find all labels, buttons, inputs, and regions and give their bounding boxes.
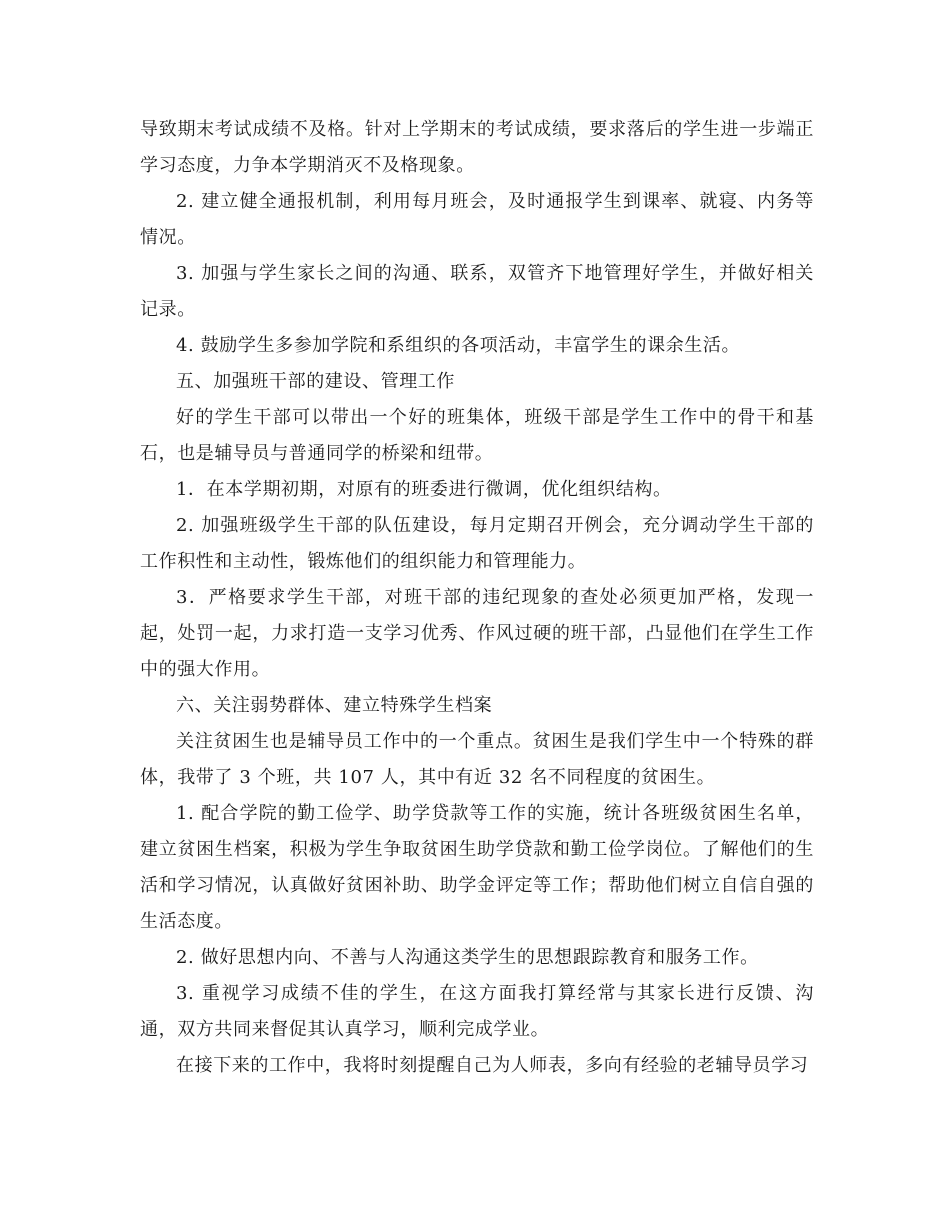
list-item-paragraph: 2. 加强班级学生干部的队伍建设，每月定期召开例会，充分调动学生干部的工作积性和主动性，锻炼他们的组织能力和管理能力。 bbox=[140, 515, 814, 572]
list-item-paragraph: 2. 做好思想内向、不善与人沟通这类学生的思想跟踪教育和服务工作。 bbox=[176, 947, 759, 968]
paragraph: 好的学生干部可以带出一个好的班集体，班级干部是学生工作中的骨干和基石，也是辅导员与普通同学的桥梁和纽带。 bbox=[140, 407, 814, 464]
list-item-paragraph: 2. 建立健全通报机制，利用每月班会，及时通报学生到课率、就寝、内务等情况。 bbox=[140, 191, 814, 248]
section-heading: 六、关注弱势群体、建立特殊学生档案 bbox=[176, 695, 493, 716]
list-item-paragraph: 1．在本学期初期，对原有的班委进行微调，优化组织结构。 bbox=[176, 479, 672, 500]
list-item-paragraph: 4. 鼓励学生多参加学院和系组织的各项活动，丰富学生的课余生活。 bbox=[176, 335, 741, 356]
paragraph: 在接下来的工作中，我将时刻提醒自己为人师表，多向有经验的老辅导员学习 bbox=[176, 1055, 809, 1076]
document-body bbox=[140, 112, 814, 1084]
section-heading: 五、加强班干部的建设、管理工作 bbox=[176, 371, 455, 392]
paragraph: 导致期末考试成绩不及格。针对上学期末的考试成绩，要求落后的学生进一步端正学习态度，力争本学期消灭不及格现象。 bbox=[140, 119, 814, 176]
list-item-paragraph: 3. 加强与学生家长之间的沟通、联系，双管齐下地管理好学生，并做好相关记录。 bbox=[140, 263, 814, 320]
list-item-paragraph: 3. 重视学习成绩不佳的学生，在这方面我打算经常与其家长进行反馈、沟通，双方共同来督促其认真学习，顺利完成学业。 bbox=[140, 983, 814, 1040]
paragraph: 关注贫困生也是辅导员工作中的一个重点。贫困生是我们学生中一个特殊的群体，我带了 3 个班，共 107 人，其中有近 32 名不同程度的贫困生。 bbox=[140, 731, 814, 788]
list-item-paragraph: 1. 配合学院的勤工俭学、助学贷款等工作的实施，统计各班级贫困生名单，建立贫困生档案，积极为学生争取贫困生助学贷款和勤工俭学岗位。了解他们的生活和学习情况，认真做好贫困补助、助学金评定等工作；帮助他们树立自信自强的生活态度。 bbox=[140, 803, 814, 932]
list-item-paragraph: 3．严格要求学生干部，对班干部的违纪现象的查处必须更加严格，发现一起，处罚一起，力求打造一支学习优秀、作风过硬的班干部，凸显他们在学生工作中的强大作用。 bbox=[140, 587, 814, 680]
